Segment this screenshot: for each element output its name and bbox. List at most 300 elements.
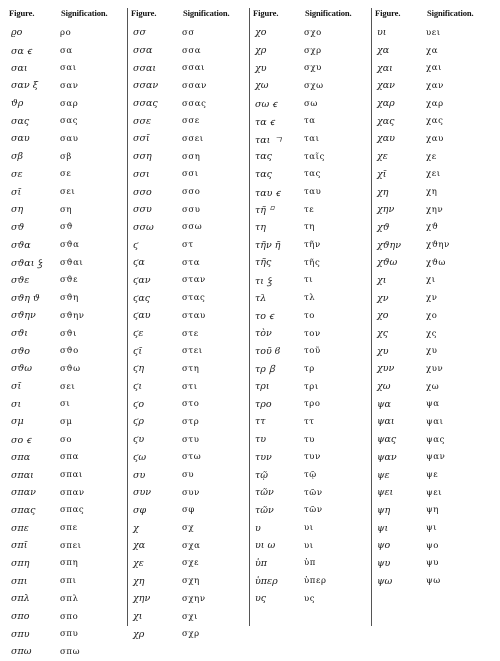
ligature-figure: χαν xyxy=(377,80,395,92)
table-row xyxy=(252,272,369,290)
ligature-figure: τῆς xyxy=(255,257,272,269)
ligature-signification: σω xyxy=(304,98,318,109)
table-row xyxy=(374,95,492,113)
ligature-signification: σπι xyxy=(60,576,77,587)
table-row xyxy=(374,254,492,272)
ligature-figure: σϑαι ꝣ xyxy=(11,258,43,270)
table-row xyxy=(252,537,369,555)
ligature-figure: σπι xyxy=(11,575,28,587)
table-row xyxy=(130,42,247,60)
table-row xyxy=(130,537,247,555)
ligature-figure: ψη xyxy=(377,504,391,516)
ligature-signification: σι xyxy=(60,399,71,410)
ligature-figure: ση xyxy=(11,204,24,216)
table-row xyxy=(130,130,247,148)
ligature-figure: το ꞓ xyxy=(255,311,274,323)
table-row xyxy=(374,431,492,449)
ligature-figure: χς xyxy=(377,328,389,340)
figure-header: Figure. xyxy=(253,8,279,18)
ligature-figure: ψα xyxy=(377,398,391,410)
ligature-figure: σας xyxy=(11,115,30,127)
ligature-figure: σμ xyxy=(11,416,24,428)
ligature-signification: σχ xyxy=(182,523,195,534)
ligature-signification: σαρ xyxy=(60,98,79,109)
table-row xyxy=(130,77,247,95)
signification-header: Signification. xyxy=(427,8,474,18)
ligature-figure: τῷ xyxy=(255,469,269,481)
ligature-signification: στει xyxy=(182,346,203,357)
ligature-figure: υ xyxy=(255,522,261,534)
ligature-figure: σϑο xyxy=(11,345,30,357)
table-row xyxy=(374,466,492,484)
ligature-figure: ϛι xyxy=(133,381,143,393)
ligature-figure: χο xyxy=(377,310,389,322)
table-row xyxy=(8,289,125,307)
ligature-signification: σϑε xyxy=(60,275,79,286)
ligature-figure: τυν xyxy=(255,451,272,463)
ligature-figure: ϛη xyxy=(133,363,145,375)
ligature-signification: τρι xyxy=(304,381,319,392)
ligature-signification: σσο xyxy=(182,187,201,198)
table-row xyxy=(252,342,369,360)
signification-header: Signification. xyxy=(183,8,230,18)
table-row xyxy=(130,325,247,343)
ligature-figure: χην xyxy=(377,204,395,216)
column-header xyxy=(8,8,125,24)
ligature-figure: ϛῑ xyxy=(133,345,143,357)
table-row xyxy=(130,378,247,396)
table-row xyxy=(8,502,125,520)
ligature-signification: τι xyxy=(304,275,314,286)
table-row xyxy=(374,42,492,60)
ligature-figure: χαι xyxy=(377,62,393,74)
table-row xyxy=(374,201,492,219)
ligature-signification: σϑω xyxy=(60,363,81,374)
ligature-figure: ψω xyxy=(377,575,393,587)
table-row xyxy=(374,77,492,95)
ligature-figure: ται ㄱ xyxy=(255,134,283,146)
ligature-signification: σχρ xyxy=(304,45,322,56)
ligature-figure: χο xyxy=(255,27,267,39)
table-row xyxy=(130,466,247,484)
ligature-signification: ὑπ xyxy=(304,558,316,569)
ligature-signification: τλ xyxy=(304,293,316,304)
ligature-signification: χαν xyxy=(426,80,444,91)
ligature-signification: σσαι xyxy=(182,63,206,74)
signification-header: Signification. xyxy=(305,8,352,18)
table-row xyxy=(8,395,125,413)
ligature-signification: σχω xyxy=(304,80,324,91)
ligature-figure: σι xyxy=(11,398,22,410)
ligature-signification: ψε xyxy=(426,470,439,481)
ligature-signification: υς xyxy=(304,593,316,604)
ligature-figure: σαν ξ xyxy=(11,80,38,92)
ligature-figure: τας xyxy=(255,151,272,163)
table-row xyxy=(130,502,247,520)
table-row xyxy=(374,325,492,343)
table-row xyxy=(252,254,369,272)
ligature-signification: σει xyxy=(60,187,76,198)
ligature-figure: ϛε xyxy=(133,328,144,340)
ligature-signification: τρο xyxy=(304,399,321,410)
table-row xyxy=(374,413,492,431)
ligature-signification: χν xyxy=(426,293,438,304)
ligature-figure: χρ xyxy=(255,45,267,57)
table-row xyxy=(374,130,492,148)
table-row xyxy=(374,395,492,413)
ligature-signification: χη xyxy=(426,187,438,198)
ligature-signification: σταυ xyxy=(182,310,206,321)
table-row xyxy=(130,254,247,272)
ligature-signification: τα xyxy=(304,116,316,127)
ligature-signification: χϑ xyxy=(426,222,439,233)
table-row xyxy=(8,378,125,396)
table-row xyxy=(130,148,247,166)
table-row xyxy=(374,183,492,201)
ligature-signification: ψω xyxy=(426,576,441,587)
ligature-figure: υς xyxy=(255,593,267,605)
ligature-signification: σχην xyxy=(182,593,206,604)
table-row xyxy=(130,608,247,626)
ligature-signification: υι xyxy=(304,523,314,534)
ligature-figure: σπα xyxy=(11,451,31,463)
ligature-figure: τῆν ῆ xyxy=(255,239,281,251)
ligature-signification: σσει xyxy=(182,133,204,144)
table-row xyxy=(252,590,369,608)
table-row xyxy=(252,112,369,130)
column-header xyxy=(130,8,247,24)
table-row xyxy=(8,95,125,113)
ligature-table xyxy=(6,8,494,658)
table-row xyxy=(374,360,492,378)
ligature-figure: ταυ ꞓ xyxy=(255,187,281,199)
ligature-figure: σση xyxy=(133,151,152,163)
ligature-signification: χαυ xyxy=(426,133,444,144)
ligature-signification: τῆν xyxy=(304,240,321,251)
table-row xyxy=(130,572,247,590)
ligature-signification: σσας xyxy=(182,98,207,109)
ligature-figure: σφ xyxy=(133,504,147,516)
ligature-figure: χε xyxy=(133,557,144,569)
ligature-figure: σϑι xyxy=(11,328,29,340)
ligature-signification: χα xyxy=(426,45,439,56)
ligature-figure: χη xyxy=(133,575,145,587)
ligature-figure: σω ꞓ xyxy=(255,99,277,111)
ligature-figure: τα ꞓ xyxy=(255,116,275,128)
table-row xyxy=(374,166,492,184)
ligature-figure: ψο xyxy=(377,540,391,552)
ligature-figure: τας xyxy=(255,168,272,180)
ligature-figure: χω xyxy=(255,80,269,92)
table-row xyxy=(8,272,125,290)
table-row xyxy=(374,236,492,254)
ligature-figure: τλ xyxy=(255,292,267,304)
ligature-signification: τῶν xyxy=(304,487,323,498)
ligature-signification: σπλ xyxy=(60,593,79,604)
ligature-signification: ση xyxy=(60,204,73,215)
ligature-figure: σπω xyxy=(11,646,32,658)
signification-header: Signification. xyxy=(61,8,108,18)
table-row xyxy=(252,219,369,237)
table-column-3 xyxy=(250,8,372,626)
ligature-signification: στυ xyxy=(182,434,200,445)
ligature-signification: σϑην xyxy=(60,310,85,321)
table-column-1 xyxy=(6,8,128,658)
ligature-signification: ψο xyxy=(426,540,439,551)
table-row xyxy=(252,502,369,520)
table-row xyxy=(252,59,369,77)
ligature-signification: στρ xyxy=(182,416,200,427)
table-row xyxy=(374,537,492,555)
table-row xyxy=(252,519,369,537)
ligature-figure: ϛαν xyxy=(133,274,151,286)
table-row xyxy=(130,289,247,307)
ligature-signification: ψυ xyxy=(426,558,440,569)
ligature-figure: σῑ xyxy=(11,381,22,393)
table-row xyxy=(8,59,125,77)
table-row xyxy=(8,484,125,502)
ligature-figure: ϛυ xyxy=(133,434,145,446)
ligature-figure: σσω xyxy=(133,221,154,233)
ligature-signification: σϑη xyxy=(60,293,79,304)
table-row xyxy=(130,24,247,42)
table-row xyxy=(130,307,247,325)
ligature-signification: στη xyxy=(182,363,200,374)
ligature-figure: σπη xyxy=(11,557,30,569)
ligature-figure: χρ xyxy=(133,628,145,640)
table-row xyxy=(8,42,125,60)
table-row xyxy=(252,236,369,254)
ligature-signification: χι xyxy=(426,275,436,286)
table-row xyxy=(130,360,247,378)
ligature-signification: σϑ xyxy=(60,222,74,233)
ligature-figure: χϑην xyxy=(377,239,402,251)
ligature-figure: ὑπ xyxy=(255,557,268,569)
figure-header: Figure. xyxy=(9,8,35,18)
ligature-figure: σσο xyxy=(133,186,152,198)
ligature-signification: σσι xyxy=(182,169,199,180)
table-row xyxy=(252,289,369,307)
ligature-signification: χε xyxy=(426,151,437,162)
ligature-figure: συ xyxy=(133,469,146,481)
table-row xyxy=(252,378,369,396)
ligature-figure: συν xyxy=(133,487,152,499)
table-row xyxy=(8,166,125,184)
ligature-signification: στε xyxy=(182,328,199,339)
ligature-figure: χῑ xyxy=(377,168,387,180)
ligature-signification: στω xyxy=(182,452,202,463)
ligature-figure: χη xyxy=(377,186,389,198)
ligature-figure: σϑα xyxy=(11,239,31,251)
ligature-signification: τοῦ xyxy=(304,346,321,357)
ligature-figure: σϑη ϑ xyxy=(11,292,40,304)
ligature-figure: χην xyxy=(133,593,151,605)
ligature-signification: χαι xyxy=(426,63,443,74)
ligature-figure: τρ ꞵ xyxy=(255,364,275,376)
table-row xyxy=(252,24,369,42)
ligature-signification: σπε xyxy=(60,523,78,534)
table-row xyxy=(130,431,247,449)
table-row xyxy=(374,502,492,520)
ligature-figure: ψας xyxy=(377,434,397,446)
ligature-figure: σσας xyxy=(133,98,158,110)
table-row xyxy=(252,466,369,484)
ligature-signification: τον xyxy=(304,328,321,339)
ligature-figure: τοῦ ϐ xyxy=(255,345,281,357)
ligature-signification: χυ xyxy=(426,346,438,357)
ligature-signification: το xyxy=(304,310,316,321)
ligature-figure: σπαν xyxy=(11,487,36,499)
ligature-figure: χα xyxy=(133,540,146,552)
table-row xyxy=(374,378,492,396)
ligature-figure: ϛρ xyxy=(133,416,144,428)
ligature-signification: σπο xyxy=(60,611,79,622)
ligature-signification: χς xyxy=(426,328,438,339)
table-row xyxy=(252,148,369,166)
ligature-figure: ϱο xyxy=(11,27,23,39)
ligature-figure: σπαι xyxy=(11,469,34,481)
table-row xyxy=(130,112,247,130)
ligature-signification: ταῖς xyxy=(304,151,325,162)
ligature-signification: σμ xyxy=(60,416,73,427)
ligature-figure: σα ꞓ xyxy=(11,46,32,58)
ligature-signification: τυν xyxy=(304,452,321,463)
table-row xyxy=(8,519,125,537)
table-row xyxy=(8,449,125,467)
ligature-signification: σσω xyxy=(182,222,203,233)
table-row xyxy=(8,236,125,254)
ligature-figure: χαυ xyxy=(377,133,395,145)
ligature-signification: σπαι xyxy=(60,470,83,481)
ligature-signification: σφ xyxy=(182,505,195,516)
column-header xyxy=(252,8,369,24)
ligature-figure: τῶν xyxy=(255,504,274,516)
ligature-figure: σϑ xyxy=(11,221,25,233)
ligature-figure: σαυ xyxy=(11,133,30,145)
table-row xyxy=(130,625,247,643)
ligature-signification: σϑαι xyxy=(60,257,84,268)
table-row xyxy=(8,24,125,42)
ligature-signification: στο xyxy=(182,399,200,410)
ligature-figure: χ xyxy=(133,522,139,534)
ligature-signification: χυν xyxy=(426,363,444,374)
ligature-figure: σο ꞓ xyxy=(11,435,31,447)
ligature-signification: στι xyxy=(182,381,198,392)
table-row xyxy=(8,325,125,343)
ligature-signification: σαν xyxy=(60,80,79,91)
ligature-signification: στα xyxy=(182,257,201,268)
ligature-figure: σϑε xyxy=(11,274,30,286)
ligature-signification: σχο xyxy=(304,27,322,38)
ligature-signification: ψει xyxy=(426,487,443,498)
ligature-figure: ϛω xyxy=(133,451,147,463)
ligature-figure: ϛ xyxy=(133,239,139,251)
table-row xyxy=(252,431,369,449)
ligature-signification: ρο xyxy=(60,27,72,38)
ligature-figure: χω xyxy=(377,381,391,393)
ligature-figure: χας xyxy=(377,115,395,127)
ligature-signification: τυ xyxy=(304,434,316,445)
table-row xyxy=(130,484,247,502)
ligature-signification: σχα xyxy=(182,540,201,551)
ligature-figure: ψαν xyxy=(377,451,397,463)
column-header xyxy=(374,8,492,24)
ligature-signification: συν xyxy=(182,487,200,498)
ligature-figure: ψει xyxy=(377,487,394,499)
ligature-signification: σϑο xyxy=(60,346,79,357)
ligature-figure: χν xyxy=(377,292,389,304)
ligature-signification: σπει xyxy=(60,540,82,551)
ligature-signification: σαι xyxy=(60,63,77,74)
ligature-figure: ϛο xyxy=(133,398,145,410)
ligature-signification: στας xyxy=(182,293,206,304)
ligature-signification: ταυ xyxy=(304,187,322,198)
table-row xyxy=(130,413,247,431)
ligature-signification: σπη xyxy=(60,558,79,569)
ligature-signification: υι xyxy=(304,540,314,551)
ligature-figure: τῶν xyxy=(255,487,274,499)
table-row xyxy=(130,236,247,254)
table-row xyxy=(130,219,247,237)
ligature-figure: σπας xyxy=(11,504,36,516)
table-row xyxy=(252,42,369,60)
ligature-figure: χε xyxy=(377,151,388,163)
table-row xyxy=(374,572,492,590)
ligature-signification: χϑω xyxy=(426,257,446,268)
ligature-figure: σσα xyxy=(133,45,153,57)
ligature-figure: σσ xyxy=(133,27,146,39)
ligature-signification: τε xyxy=(304,204,315,215)
table-row xyxy=(8,254,125,272)
ligature-signification: σχρ xyxy=(182,629,200,640)
ligature-figure: σσι xyxy=(133,168,150,180)
ligature-signification: στ xyxy=(182,240,194,251)
ligature-figure: σαι xyxy=(11,62,28,74)
ligature-figure: σϑω xyxy=(11,363,33,375)
table-row xyxy=(252,183,369,201)
table-row xyxy=(8,466,125,484)
ligature-signification: υει xyxy=(426,27,441,38)
ligature-signification: σϑα xyxy=(60,240,80,251)
ligature-figure: σσῑ xyxy=(133,133,150,145)
table-row xyxy=(374,24,492,42)
table-row xyxy=(252,484,369,502)
ligature-signification: ψα xyxy=(426,399,440,410)
ligature-figure: χαρ xyxy=(377,98,395,110)
ligature-signification: σπα xyxy=(60,452,79,463)
table-row xyxy=(374,519,492,537)
ligature-figure: ψε xyxy=(377,469,390,481)
ligature-signification: σε xyxy=(60,169,72,180)
ligature-signification: τῷ xyxy=(304,470,317,481)
table-row xyxy=(8,608,125,626)
figure-header: Figure. xyxy=(375,8,401,18)
table-row xyxy=(130,590,247,608)
ligature-figure: τῆ ⸋ xyxy=(255,205,274,217)
ligature-signification: χαρ xyxy=(426,98,444,109)
figure-header: Figure. xyxy=(131,8,157,18)
ligature-figure: ὑπερ xyxy=(255,575,278,587)
table-row xyxy=(130,95,247,113)
table-row xyxy=(252,449,369,467)
table-row xyxy=(374,59,492,77)
ligature-figure: σπυ xyxy=(11,628,30,640)
ligature-signification: σση xyxy=(182,151,201,162)
table-row xyxy=(130,183,247,201)
ligature-signification: ττ xyxy=(304,416,315,427)
ligature-figure: χυ xyxy=(255,62,267,74)
ligature-signification: ται xyxy=(304,133,320,144)
